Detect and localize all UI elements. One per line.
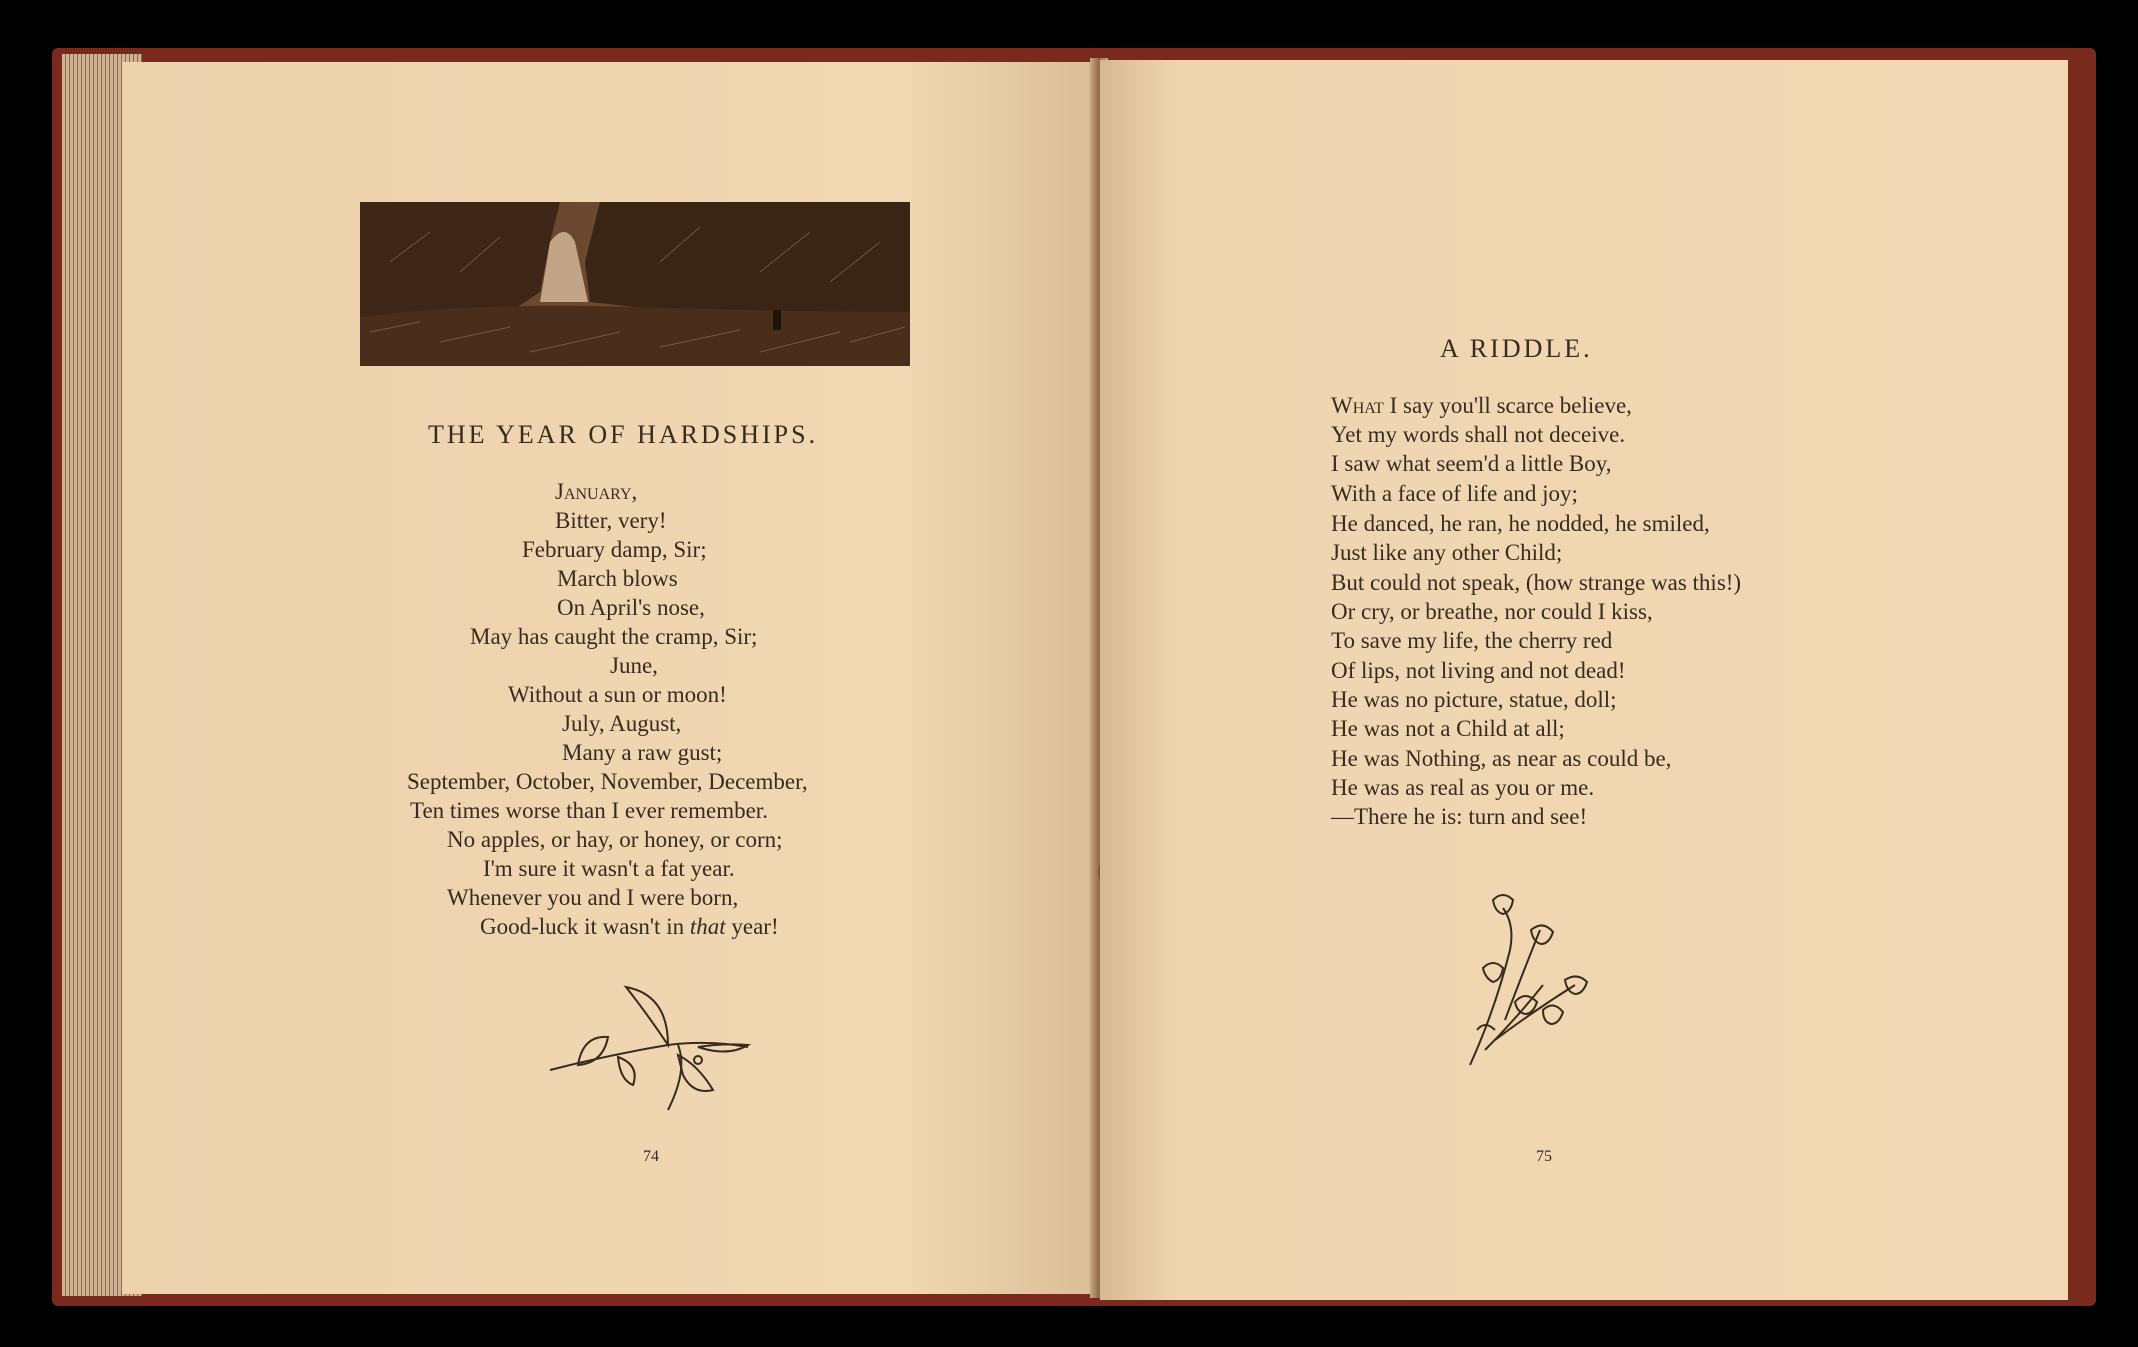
poem-line: Whenever you and I were born,: [447, 885, 739, 910]
poem-line: March blows: [557, 566, 678, 591]
poem-text: Good-luck it wasn't in: [480, 914, 690, 939]
small-caps-word: What: [1331, 393, 1384, 418]
poem-line: [480, 914, 779, 940]
left-page-title: THE YEAR OF HARDSHIPS.: [428, 420, 819, 449]
poem-line: June,: [610, 653, 658, 678]
italic-word: that: [689, 914, 726, 939]
poem-line: [555, 479, 637, 505]
right-page-title: A RIDDLE.: [1440, 334, 1593, 363]
poem-line: Yet my words shall not deceive.: [1331, 422, 1626, 447]
poem-line: On April's nose,: [557, 595, 705, 620]
left-page-number: 74: [643, 1148, 659, 1165]
poem-line: Many a raw gust;: [562, 740, 723, 765]
poem-line: No apples, or hay, or honey, or corn;: [447, 827, 783, 852]
poem-line: May has caught the cramp, Sir;: [470, 624, 758, 649]
poem-line: He was Nothing, as near as could be,: [1331, 746, 1672, 771]
poem-line: Without a sun or moon!: [508, 682, 727, 707]
poem-line: He was as real as you or me.: [1331, 775, 1595, 800]
poem-line: [1331, 393, 1632, 419]
poem-line: Of lips, not living and not dead!: [1331, 658, 1626, 683]
poem-line: Bitter, very!: [555, 508, 667, 533]
poem-line: With a face of life and joy;: [1331, 481, 1578, 506]
poem-line: September, October, November, December,: [407, 769, 808, 794]
bellflower-sprig-icon: [1465, 890, 1605, 1068]
poem-line: Just like any other Child;: [1331, 540, 1563, 565]
poem-text: I say you'll scarce believe,: [1383, 393, 1632, 418]
poem-line: I'm sure it wasn't a fat year.: [483, 856, 735, 881]
poem-line: February damp, Sir;: [522, 537, 707, 562]
poem-line: He was no picture, statue, doll;: [1331, 687, 1617, 712]
poem-text: year!: [725, 914, 779, 939]
poem-line: —There he is: turn and see!: [1331, 804, 1588, 829]
poem-line: But could not speak, (how strange was this!): [1331, 570, 1742, 595]
poem-line: I saw what seem'd a little Boy,: [1331, 451, 1612, 476]
forest-engraving-illustration: [360, 202, 910, 366]
poem-line: He danced, he ran, he nodded, he smiled,: [1331, 511, 1710, 536]
poem-line: He was not a Child at all;: [1331, 716, 1565, 741]
leafy-branch-icon: [548, 985, 754, 1115]
small-caps-word: January,: [555, 479, 638, 504]
poem-line: July, August,: [562, 711, 682, 736]
poem-line: To save my life, the cherry red: [1331, 628, 1613, 653]
right-page-number: 75: [1536, 1148, 1552, 1165]
poem-line: Ten times worse than I ever remember.: [410, 798, 768, 823]
poem-line: Or cry, or breathe, nor could I kiss,: [1331, 599, 1653, 624]
